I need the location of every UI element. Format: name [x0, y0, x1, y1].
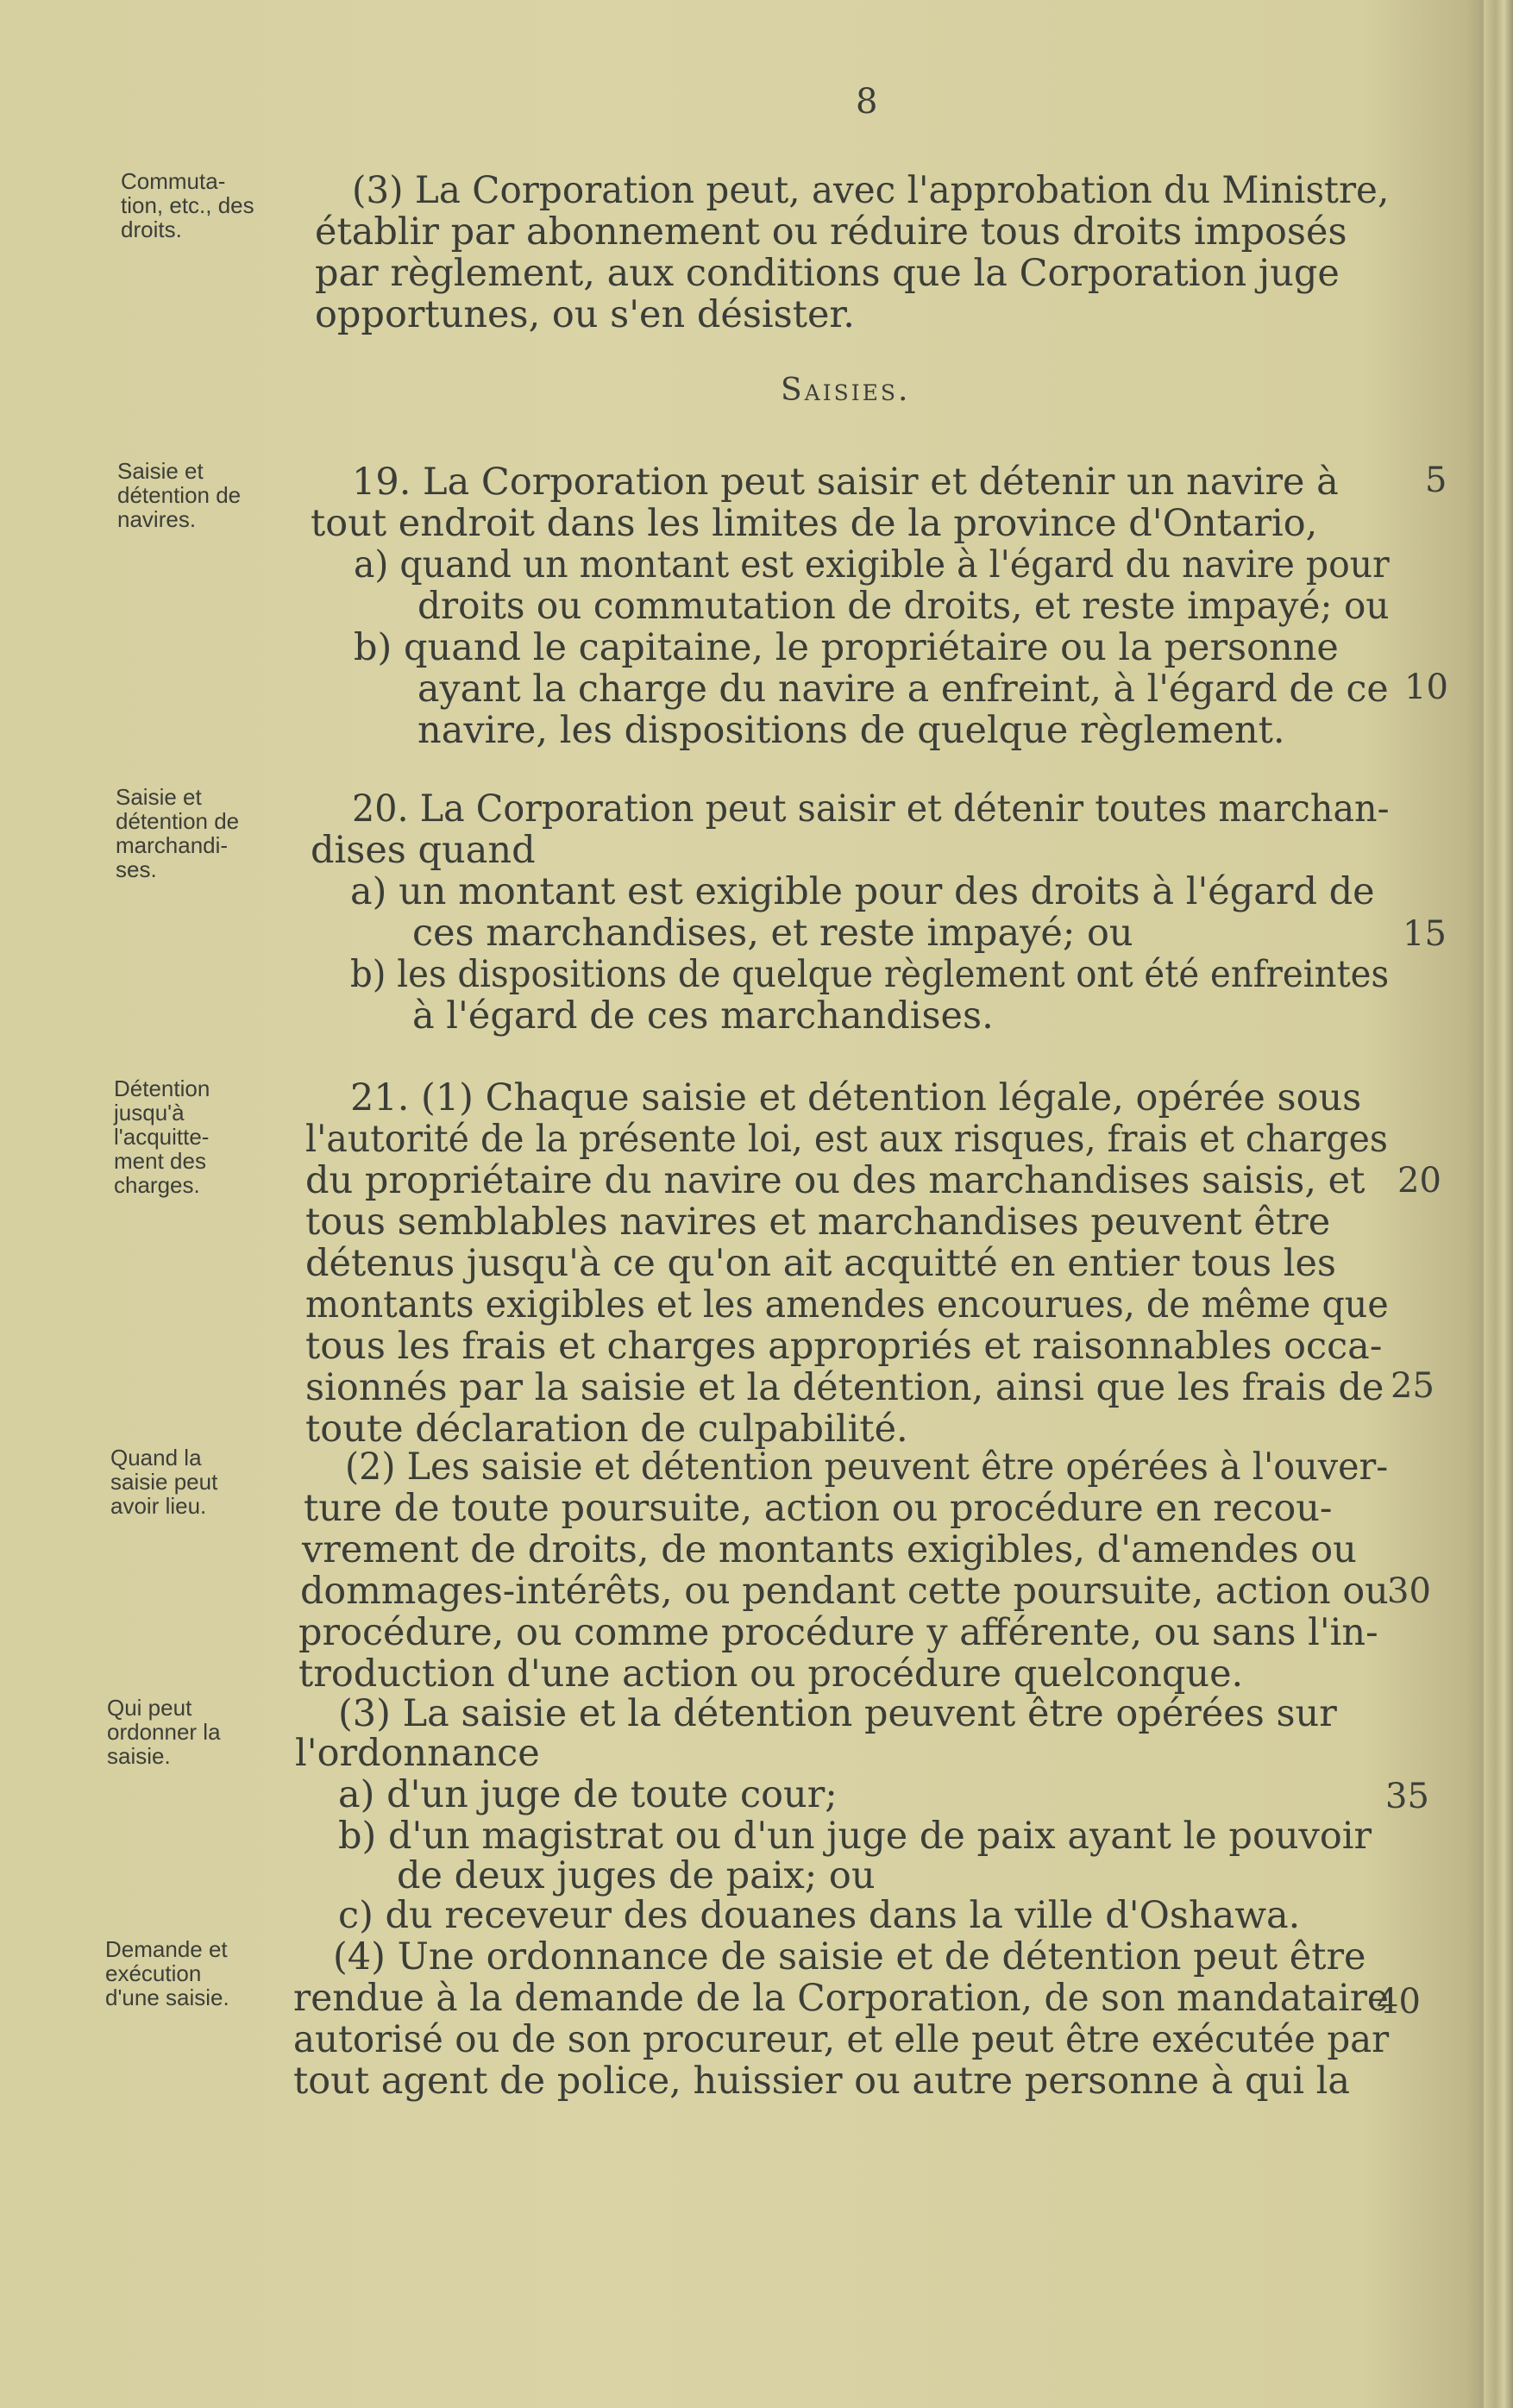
text-line: vrement de droits, de montants exigibles, d'amendes ou [302, 1528, 1357, 1571]
text-line: navire, les dispositions de quelque règlement. [417, 709, 1285, 752]
section-heading: Saisies. [781, 373, 911, 408]
text-line: ces marchandises, et reste impayé; ou [412, 912, 1133, 955]
text-line: tous les frais et charges appropriés et raisonnables occa- [305, 1325, 1383, 1368]
line-number: 30 [1387, 1571, 1431, 1611]
margin-note-seizure-ships: Saisie et détention de navires. [117, 458, 242, 532]
text-line: a) d'un juge de toute cour; [338, 1773, 838, 1816]
text-line: (2) Les saisie et détention peuvent être opérées à l'ouver- [345, 1445, 1389, 1489]
text-line: 19. La Corporation peut saisir et détenir un navire à [352, 461, 1339, 504]
text-line: montants exigibles et les amendes encourues, de même que [305, 1283, 1389, 1326]
margin-note-detention: Détention jusqu'à l'acquitte- ment des charges. [114, 1075, 210, 1198]
text-line: toute déclaration de culpabilité. [305, 1408, 908, 1451]
text-line: 20. La Corporation peut saisir et détenir toutes marchan- [352, 787, 1390, 831]
text-line: du propriétaire du navire ou des marchandises saisis, et [305, 1159, 1365, 1202]
text-line: a) un montant est exigible pour des droits à l'égard de [350, 870, 1375, 913]
text-line: b) d'un magistrat ou d'un juge de paix ayant le pouvoir [338, 1815, 1372, 1858]
text-line: tout agent de police, huissier ou autre personne à qui la [293, 2060, 1351, 2103]
margin-note-who-orders: Qui peut ordonner la saisie. [107, 1695, 221, 1769]
text-line: l'ordonnance [295, 1732, 540, 1775]
text-line: opportunes, ou s'en désister. [315, 293, 855, 336]
margin-note-seizure-goods: Saisie et détention de marchandi- ses. [116, 784, 240, 882]
text-line: b) les dispositions de quelque règlement ont été enfreintes [350, 953, 1390, 996]
line-number: 15 [1403, 914, 1447, 954]
text-line: c) du receveur des douanes dans la ville d'Oshawa. [338, 1894, 1301, 1937]
text-line: autorisé ou de son procureur, et elle peut être exécutée par [293, 2018, 1390, 2061]
line-number: 35 [1385, 1777, 1429, 1816]
text-line: ayant la charge du navire a enfreint, à l'égard de ce [417, 668, 1389, 711]
line-number: 20 [1397, 1161, 1441, 1201]
text-line: détenus jusqu'à ce qu'on ait acquitté en entier tous les [305, 1242, 1336, 1285]
text-line: (3) La Corporation peut, avec l'approbation du Ministre, [352, 169, 1390, 212]
text-line: de deux juges de paix; ou [397, 1854, 876, 1897]
text-line: b) quand le capitaine, le propriétaire ou la personne [354, 626, 1339, 669]
text-line: sionnés par la saisie et la détention, ainsi que les frais de [305, 1366, 1384, 1409]
line-number: 5 [1425, 461, 1447, 500]
page-number: 8 [856, 82, 879, 122]
margin-note-request-execution: Demande et exécution d'une saisie. [105, 1936, 229, 2010]
margin-note-when-seizure: Quand la saisie peut avoir lieu. [110, 1445, 218, 1519]
text-line: troduction d'une action ou procédure quelconque. [298, 1652, 1244, 1696]
text-line: a) quand un montant est exigible à l'égard du navire pour [354, 543, 1390, 586]
text-line: 21. (1) Chaque saisie et détention légale, opérée sous [350, 1076, 1362, 1119]
line-number: 25 [1391, 1366, 1435, 1406]
text-line: (3) La saisie et la détention peuvent être opérées sur [338, 1692, 1337, 1735]
text-line: à l'égard de ces marchandises. [412, 994, 994, 1038]
text-line: tous semblables navires et marchandises peuvent être [305, 1201, 1331, 1244]
page-edge [1484, 0, 1513, 2408]
text-line: dises quand [311, 829, 536, 872]
line-number: 10 [1404, 668, 1448, 707]
text-line: tout endroit dans les limites de la province d'Ontario, [311, 502, 1318, 545]
line-number: 40 [1377, 1982, 1421, 2022]
text-line: établir par abonnement ou réduire tous droits imposés [315, 210, 1347, 254]
text-line: (4) Une ordonnance de saisie et de détention peut être [333, 1935, 1366, 1978]
text-line: procédure, ou comme procédure y afférente, ou sans l'in- [298, 1611, 1378, 1654]
text-line: droits ou commutation de droits, et reste impayé; ou [417, 585, 1390, 628]
text-line: ture de toute poursuite, action ou procédure en recou- [304, 1487, 1333, 1530]
text-line: rendue à la demande de la Corporation, de son mandataire [293, 1977, 1389, 2020]
text-line: l'autorité de la présente loi, est aux risques, frais et charges [305, 1118, 1388, 1161]
margin-note-commutation: Commuta- tion, etc., des droits. [121, 168, 254, 242]
text-line: dommages-intérêts, ou pendant cette poursuite, action ou [300, 1570, 1389, 1613]
text-line: par règlement, aux conditions que la Corporation juge [315, 252, 1340, 295]
